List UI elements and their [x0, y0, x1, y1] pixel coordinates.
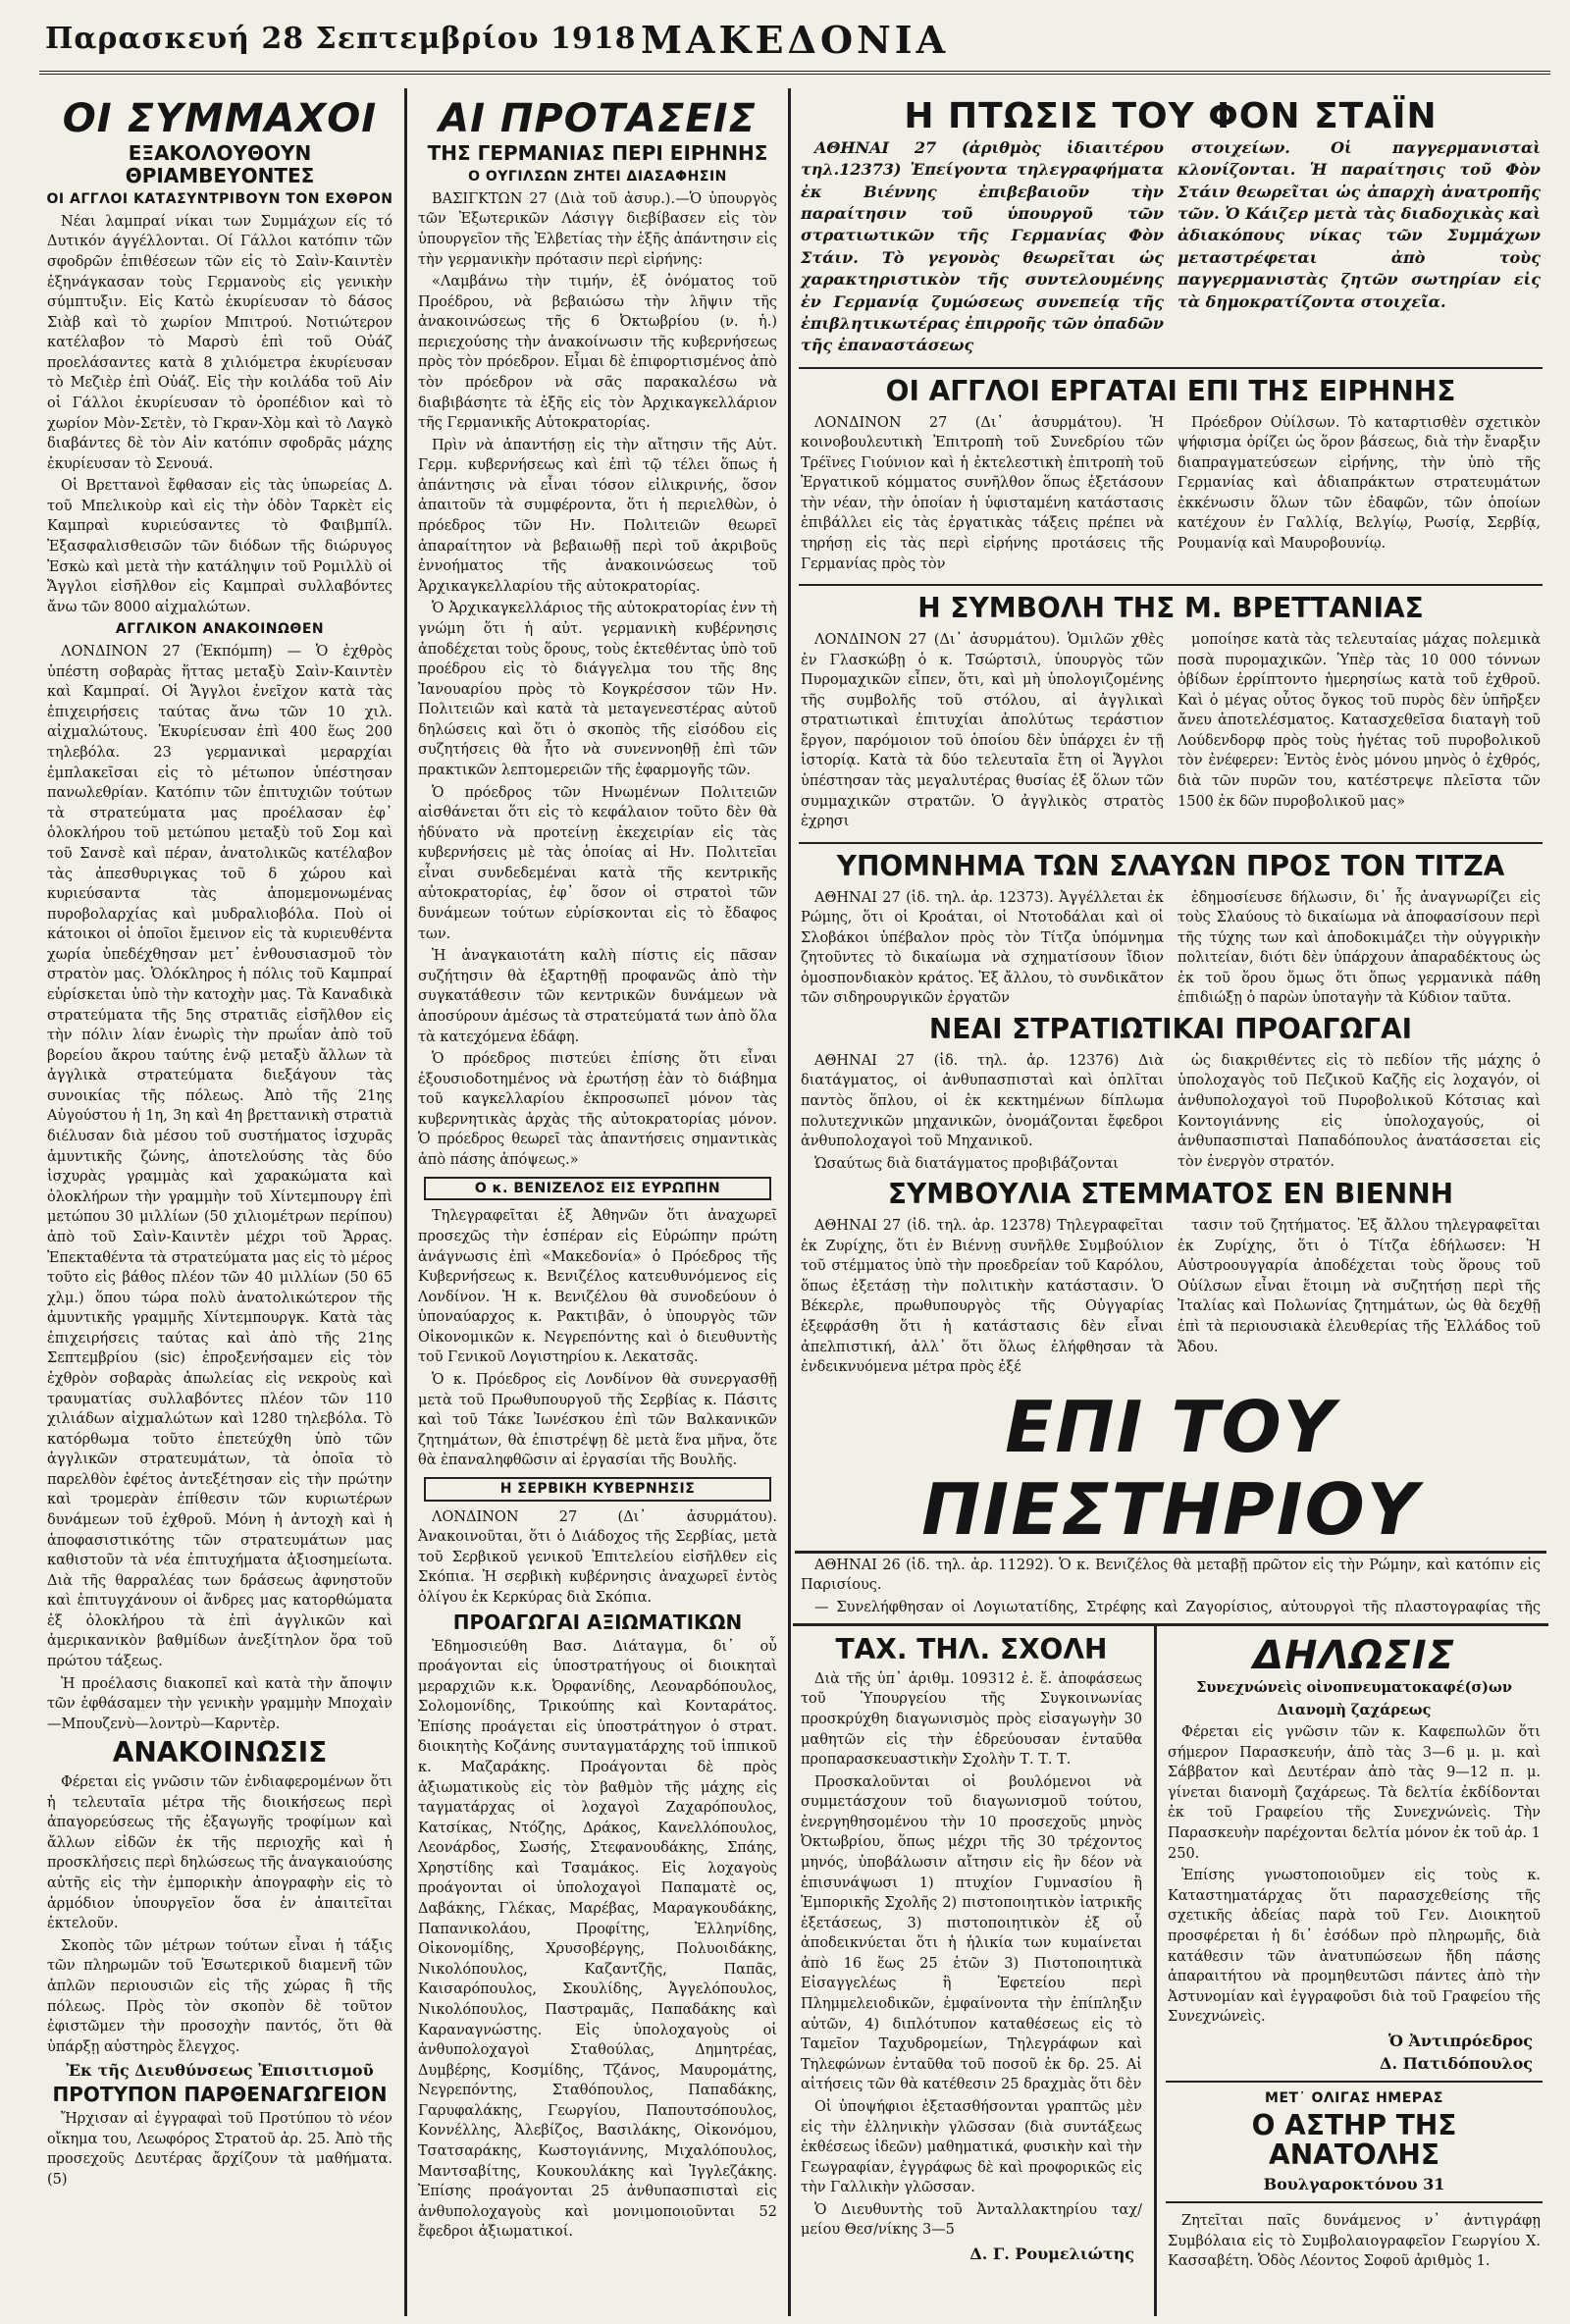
article-paragraph: Πρόεδρον Οὐίλσων. Τὸ καταρτισθὲν σχετικὸν ψήφισμα ὁρίζει ὡς ὅρον βάσεως, διὰ τὴν ἔναρξιν διαπραγματεύσεων εἰρήνης, τὴν ὑπὸ τῆς Γερμανίας καὶ ἀδιαπράκτων στρατευμάτων ἐκκένωσιν ὅλων τῶν ἐδαφῶν, τῶν ὁποίων κατέχουν ἐν Γαλλίᾳ, Βελγίῳ, Ρωσίᾳ, Σερβίᾳ, Ρουμανίᾳ καὶ Μαυροβουνίῳ.	[1178, 414, 1541, 552]
article-paragraph: ΑΘΗΝΑΙ 27 (ἰδ. τηλ. ἀρ. 12376) Διὰ διατάγματος, οἱ ἀνθυπασπισταὶ καὶ ὁπλῖται παντὸς ὅπλου, οἱ ἐκ κεκτημένων δίπλωμα πολυτεχνικῶν μηχανικῶν, ὀνομάζονται ἔφεδροι ἀνθυπολοχαγοὶ τοῦ Μηχανικοῦ.	[801, 1052, 1164, 1150]
headline-declaration: ΔΗΛΩΣΙΣ	[1253, 1633, 1455, 1678]
article-paragraph: ΛΟΝΔΙΝΟΝ 27 (Ἐκπόμπη) — Ὁ ἐχθρὸς ὑπέστη σοβαρὰς ἥττας μεταξὺ Σαὶν-Καιντὲν καὶ Καμπραί. Οἱ Ἄγγλοι ἐνεῖχον κατὰ τὰς ἐπιχειρήσεις ταύτας ἄνω τῶν 10 χιλ. αἰχμαλώτους. Ἐκυρίευσαν ἐπὶ 400 ἕως 200 τηλεβόλα. 23 γερμανικαὶ μεραρχίαι ἐμπλακεῖσαι εἰς τὸ μέτωπον ὑπέστησαν πανωλεθρίαν. Κατόπιν τῶν ἐπιτυχιῶν τούτων τὰ στρατεύματα μας προέλασαν ἐφ᾽ ὁλοκλήρου τοῦ μετώπου μεταξὺ τοῦ Σομ καὶ τοῦ Σανσὲ καὶ πέραν, ἀνατολικῶς κατέλαβον τὰς ἀπεσθυριγκας τοῦ δ χώρου καὶ κυριεύσαντα τὰς ἀπομεμονωμένας πυροβολαρχίας καὶ μυδραλιοβόλα. Ποὺ οἱ κάτοικοι οἱ ὁποῖοι ἔμεινον εἰς τὰ κυριευθέντα χωρία ὑπεδέχθησαν μετ᾽ ἐνθουσιασμοῦ τὸν στρατὸν μας. Ὁλόκληρος ἡ πόλις τοῦ Καμπραί εὑρίσκεται ὑπὸ τὴν κατοχὴν μας. Τὰ Καναδικὰ στρατεύματα τῆς 5ης στρατιᾶς εἰσῆλθον εἰς τὴν πόλιν λίαν ἐνωρὶς τὴν πρωΐαν ἀπὸ τοῦ βορείου ἄκρου ταύτης ἐνῷ μεταξὺ ἄλλων τὰ ἀγγλικὰ στρατεύματα διεξάγουν τὰς συνοικίας τῆς πόλεως. Ἀπὸ τῆς 21ης Αὐγούστου ἡ 1η, 3η καὶ 4η βρεττανικὴ στρατιὰ διέλυσαν διὰ μέσου τοῦ συστήματος ἰσχυρᾶς ἀμυντικῆς ζώνης, ἀποτελούσης τὰς δύο ἰσχυρὰς γραμμὰς καὶ χαρακώματα καὶ ὀλοκλήρων τὴν γραμμὴν τοῦ Χίντεμπουργ ἐπὶ μετώπου 30 μιλλίων (50 χιλιομέτρων περίπου) ἀπὸ τοῦ Σαὶν-Καιντὲν μέχρι τοῦ Ἄρρας. Ἐπεκταθέντα τὰ στρατεύματα μας εἰς τὸ μέρος τοῦτο εἰς βάθος πλέον τῶν 40 μιλλίων (50 65 χλμ.) ὅπου τώρα πολὺ ἀνατολικώτερον τῆς ἀμυντικῆς γραμμῆς Χίντεμπουργκ. Κατὰ τὰς ἐπιχειρήσεις ταύτας καὶ ἀπὸ τῆς 21ης Σεπτεμβρίου (sic) ἐπροξενήσαμεν εἰς τὸν ἐχθρὸν σοβαρὰς ἀπωλείας εἰς νεκροὺς καὶ τραυματίας συλλαβόντες πλέον τῶν 110 χιλιάδων αἰχμαλώτων καὶ 1280 τηλεβόλα. Τὸ κατόρθωμα τοῦτο ἐπετεύχθη ὑπὸ τῶν ἀγγλικῶν στρατευμάτων, τὰ ὁποῖα τὸ παρελθὸν ἐφέτος ἀντεξέτησαν εἰς τὴν πρώτην καὶ τρομερὰν ἐπίθεσιν τῶν κυριωτέρων δυνάμεων τοῦ ἐχθροῦ. Μόνη ἡ ἀντοχὴ καὶ ἡ ἀποφασιστικότης τῶν στρατευμάτων μας καθιστοῦν τὰ νέα ἐπιτυχήματα ἀξιοσημείωτα. Διὰ τῆς θαρραλέας των δράσεως ἀφνηστοῦν καὶ ἐπιτυγχάνουν οἱ ἄνδρες μας κατορθώματα ἐξ ὁλοκλήρου τὰ ἐπὶ ἀγγλικῶν καὶ ἀμερικανικὸν βαθμίδων ἀνεξίτηλον ὅρα τοῦ πρώτου τάξεως.	[47, 644, 392, 1670]
ad-number: 3—5	[921, 2222, 955, 2239]
article-paragraph: Οἱ ὑποψήφιοι ἐξετασθήσονται γραπτῶς μὲν εἰς τὴν ἑλληνικὴν γλῶσσαν (διὰ συντάξεως ἐκθέσεως ἰδεῶν) μαθηματικά, φυσικὴν καὶ τὴν Γεωγραφίαν, ἐγγράφως δὲ καὶ προφορικῶς εἰς τὴν Γαλλικὴν γλῶσσαν.	[801, 2098, 1142, 2196]
deck-proposals: Ο ΟΥΓΙΛΣΩΝ ΖΗΤΕΙ ΔΙΑΣΑΦΗΣΙΝ	[468, 169, 727, 185]
notice-union: Συνεχνώνεὶς οἰνοπνευματοκαφέ(σ)ων	[1196, 1679, 1512, 1696]
headline-slavs: ΥΠΟΜΝΗΜΑ ΤΩΝ ΣΛΑΥΩΝ ΠΡΟΣ ΤΟΝ ΤΙΤΖΑ	[836, 849, 1505, 882]
article-paragraph: Οἱ Βρεττανοὶ ἔφθασαν εἰς τὰς ὑπωρείας Δ. τοῦ Μπελικοὺρ καὶ εἰς τὴν ὁδὸν Ταρκὲτ εἰς Καμπραὶ κυριεύσαντες τὸ Φαιβμπίλ. Ἐξασφαλισθεισῶν τῶν διόδων τῆς διώρυγος Ἐσκὼ καὶ μετὰ τὴν κατάληψιν τοῦ Ρομιλλὺ οἱ Ἄγγλοι εἰσῆλθον εἰς Καμπραὶ συλλαβόντες ἄνω τῶν 8000 αἰχμαλώτων.	[47, 478, 392, 615]
divider	[799, 842, 1543, 844]
column-2	[412, 94, 783, 2314]
article-paragraph: ἐδημοσίευσε δήλωσιν, δι᾽ ἧς ἀναγνωρίζει εἰς τοὺς Σλαύους τὸ δικαίωμα νὰ ἀποφασίσουν περὶ τῆς τύχης των καὶ ἀποδοκιμάζει τὴν οὐγγρικὴν πολιτείαν, διότι δὲν ὑπάρχουν ἀπαραδέκτους ὡς ἐκ τοῦ ὅρου ὅμως ὅτι ὅπως γερμανικὰ πάθη ἐπιδιώξῃ ὁ παρὼν ὑποταγὴν τὰ Κύδιον ταῦτα.	[1178, 889, 1541, 1007]
divider	[799, 584, 1543, 586]
article-paragraph: Προσκαλοῦνται οἱ βουλόμενοι νὰ συμμετάσχουν τοῦ διαγωνισμοῦ τούτου, ἐνεργηθησομένου τὴν 10 προσεχοῦς μηνὸς Ὀκτωβρίου, ὅπως μέχρι τῆς 30 τρέχοντος μηνός, ὑποβάλωσιν αἴτησιν εἰς ἣν δέον νὰ ἐπισυνάψωσι 1) πτυχίον Γυμνασίου ἢ Ἐμπορικῆς Σχολῆς 2) πιστοποιητικὸν ἰατρικῆς ἐξετάσεως, 3) πιστοποιητικὸν ἐξ οὗ ἀποδεικνύεται ὅτι ἡ ἡλικία των κυμαίνεται ἀπὸ 16 ἕως 25 ἐτῶν 3) Πιστοποιητικὰ Εἰσαγγελέως ἢ Ἐφετείου περὶ Πλημμελειοδικῶν, ἐμφαίνοντα τὴν ἐπίπληξιν αὐτῶν, 4) διπλότυπον καταθέσεως εἰς τὸ Ταμεῖον Ταχυδρομείων, Τηλεγράφων καὶ Τηλεφώνων ἐνταῦθα τοῦ ποσοῦ ἐκ δρ. 25. Αἱ αἰτήσεις τῶν θὰ κατέθεσιν 25 δραχμὰς ὅτι δὲν	[801, 1773, 1142, 2093]
headline-crown-council: ΣΥΜΒΟΥΛΙΑ ΣΤΕΜΜΑΤΟΣ ΕΝ ΒΙΕΝΝΗ	[887, 1178, 1454, 1211]
article-paragraph: Ὁ Ἀρχικαγκελλάριος τῆς αὐτοκρατορίας ἐνν τὴ γνώμη ὅτι ἡ αὐτ. γερμανικὴ κυβέρνησις ἀποδέχεται τοὺς ὅρους, τοὺς ἐκτεθέντας ὑπὸ τοῦ προέδρου εἰς τὸ διάγγελμα του τῆς 8ης Ἰανουαρίου πρὸς τὸ Κογκρέσσον τῶν Ην. Πολιτειῶν καὶ κατὰ τὰ μεταγενεστέρας αὐτοῦ δηλώσεις καὶ ὅτι ὁ σκοπὸς τῆς εἰσόδου εἰς συζητήσεις θὰ ἦτο νὰ συνεννοηθῇ ἐπὶ τῶν πρακτικῶν λεπτομερειῶν τῆς ἐφαρμογῆς τῶν.	[418, 601, 777, 778]
masthead-date: Παρασκευή 28 Σεπτεμβρίου 1918	[45, 22, 637, 56]
deck-allies: ΟΙ ΑΓΓΛΟΙ ΚΑΤΑΣΥΝΤΡΙΒΟΥΝ ΤΟΝ ΕΧΘΡΟΝ	[46, 191, 393, 207]
school-text: Ἤρχισαν αἱ ἐγγραφαὶ τοῦ Προτύπου τὸ νέον οἴκημα του, Λεωφόρος Στρατοῦ ἀρ. 25. Ἀπὸ τῆς προσεχοῦς Δευτέρας ἄρχίζουν τὰ μαθήματα.	[47, 2111, 392, 2168]
column-rule	[404, 88, 407, 2316]
subheadline-proposals: ΤΗΣ ΓΕΡΜΑΝΙΑΣ ΠΕΡΙ ΕΙΡΗΝΗΣ	[427, 141, 768, 165]
ad-address: Βουλγαροκτόνου 31	[1263, 2175, 1445, 2194]
article-paragraph: Νέαι λαμπραί νίκαι των Συμμάχων είς τό Δυτικόν άγγέλλονται. Οί Γάλλοι κατόπιν τῶν σφοδρῶν ἐπιθέσεων τῶν εἰς τὸ Σαὶν-Καιντὲν ἐξηνάγκασαν τοὺς Γερμανοὺς εἰς γενικὴν σύμπτυξιν. Εἰς Κατὼ ἐκυρίευσαν τὸ δάσος Σιὰβ καὶ τὸ χωρίον Μπιτρού. Νοτιώτερον κατέλαβον τὸ Μαρσὺ ἐπὶ τοῦ Οὐάζ προελάσαντες κατὰ 8 χιλιόμετρα ἐκυρίευσαν τὸ Μεζιὲρ ἐπὶ Οὐάζ. Εἰς τὴν κοιλάδα τοῦ Αἰν οἱ Γάλλοι ἐκυρίευσαν τὸ ὀροπέδιον καὶ τὸ χωρίον Μὸν-Σετὲν, τὸ Γκραν-Χὸμ καὶ τὸ Λαγκὸ διαβάντες δὲ τὸν Αἰν κατόπιν σφοδρᾶς μάχης ἐκυρίευσαν τὸ Σενουά.	[47, 213, 392, 472]
column-rule	[788, 88, 791, 2316]
divider	[1166, 2081, 1543, 2083]
column-rule	[1154, 1625, 1157, 2316]
article-paragraph	[47, 2109, 392, 2190]
signature: Δ. Γ. Ρουμελιώτης	[969, 2244, 1134, 2263]
headline-school: ΠΡΟΤΥΠΟΝ ΠΑΡΘΕΝΑΓΩΓΕΙΟΝ	[52, 2083, 388, 2107]
article-paragraph: ΑΘΗΝΑΙ 27 (ἀριθμὸς ἰδιαιτέρου τηλ.12373) Ἐπείγοντα τηλεγραφήματα ἐκ Βιέννης ἐπιβεβαιοῦν τὴν παραίτησιν τοῦ ὑπουργοῦ τῶν στρατιωτικῶν τῆς Γερμανίας Φὸν Στάιν. Τὸ γεγονὸς θεωρεῖται ὡς χαρακτηριστικὸν τῆς συντελουμένης ἐν Γερμανίᾳ ζυμώσεως συνεπείᾳ τῆς ἐπιβλητικωτέρας ἐπιρροῆς τῶν ὀπαδῶν τῆς ἐπαναστάσεως	[801, 137, 1164, 355]
article-paragraph: μοποίησε κατὰ τὰς τελευταίας μάχας πολεμικὰ ποσὰ πυρομαχικῶν. Ὑπὲρ τὰς 10 000 τόννων ὀβίδων ἐρρίπτοντο ἡμερησίως κατὰ τοῦ ἐχθροῦ. Καὶ ὁ μέγας οὗτος ὄγκος τοῦ πυρὸς δὲν ὑπῆρξεν ἄνευ ἀποτελέσματος. Κατασχεθεῖσα διαταγὴ τοῦ Λούδενδορφ πρὸς τοὺς ἡγέτας τοῦ πυροβολικοῦ τὸν ἐνέφερεν: Ἐντὸς ἑνὸς μόνου μηνὸς ὁ ἐχθρός, διὰ τῶν πυρῶν του, κατέστρεψε πλεῖστα τῶν 1500 ἐκ δῶν πυροβολικοῦ μας»	[1178, 631, 1541, 810]
article-paragraph: Ὁ πρόεδρος τῶν Ηνωμένων Πολιτειῶν αἰσθάνεται ὅτι εἰς τὸ κεφάλαιον τοῦτο δὲν θὰ ἠδύνατο νὰ προτείνῃ ἐκεχειρίαν εἰς τὰς κυβερνήσεις μὲ τὰς ὁποίας αἱ Ην. Πολιτεῖαι εἶναι συνδεδεμέναι κατὰ τῆς κεντρικῆς αὐτοκρατορίας, ἐφ᾽ ὅσον οἱ στρατοὶ τῶν δυνάμεων τούτων εὑρίσκονται εἰς τὸ ἔδαφος των.	[418, 784, 777, 942]
article-paragraph: ΛΟΝΔΙΝΟΝ 27 (Δι᾽ ἀσυρμάτου). Ὁμιλῶν χθὲς ἐν Γλασκώβῃ ὁ κ. Τσώρτσιλ, ὑπουργὸς τῶν Πυρομαχικῶν εἶπεν, ὅτι, καὶ μὴ ὑπολογιζομένης τῆς συμβολῆς τοῦ στόλου, αἱ ἀγγλικαὶ στρατιωτικαὶ ἐπιτυχίαι ἀπολύτως τεράστιον ἔργον, παρόμοιον τοῦ ὁποίου δὲν ὑπάρχει ἐν τῇ ἱστορίᾳ. Κατὰ τὰ δύο τελευταῖα ἔτη οἱ Ἄγγλοι ὑπέστησαν τὰς μεγαλυτέρας θυσίας ἐξ ὅλων τῶν συμμαχικῶν στρατῶν. Ὁ ἀγγλικὸς στρατὸς ἐχρησι	[801, 631, 1164, 830]
article-paragraph: Ὁ πρόεδρος πιστεύει ἐπίσης ὅτι εἶναι ἐξουσιοδοτημένος νὰ ἐρωτήσῃ ἐὰν τὸ διάβημα τοῦ καγκελλαρίου ἐκπροσωπεῖ μόνον τὰς κυβερνητικὰς ἀρχὰς τῆς αὐτοκρατορίας μόνον. Ὁ πρόεδρος θεωρεῖ τὰς ἀπαντήσεις σημαντικὰς ἀπὸ πάσης ἀπόψεως.»	[418, 1051, 777, 1168]
headline-new-promotions: ΝΕΑΙ ΣΤΡΑΤΙΩΤΙΚΑΙ ΠΡΟΑΓΩΓΑΙ	[928, 1012, 1413, 1045]
headline-press: ΕΠΙ ΤΟΥ ΠΙΕΣΤΗΡΙΟΥ	[795, 1386, 1546, 1554]
article-paragraph: Ἡ προέλασις διακοπεῖ καὶ κατὰ τὴν ἄποψιν τῶν ἐφθάσαμεν τὴν γενικὴν γραμμὴν Μποχαὶν—Μπουζενὺ—λοντρὺ—Καρντὲρ.	[47, 1675, 392, 1732]
article-paragraph: ΛΟΝΔΙΝΟΝ 27 (Δι᾽ ἀσυρμάτου). Ἀνακοινοῦται, ὅτι ὁ Διάδοχος τῆς Σερβίας, μετὰ τοῦ Σερβικοῦ γενικοῦ Ἐπιτελείου εἰσῆλθεν εἰς Σκόπια. Ἡ σερβικὴ κυβέρνησις ἀναχωρεῖ ἐντὸς ὀλίγου ἐκ Κερκύρας διὰ Σκόπια.	[418, 1508, 777, 1606]
article-paragraph: Ὡσαύτως διὰ διατάγματος προβιβάζονται	[814, 1155, 1119, 1172]
masthead-title: ΜΑΚΕΔΟΝΙΑ	[640, 18, 950, 62]
headline-allies: ΟΙ ΣΥΜΜΑΧΟΙ	[62, 96, 378, 141]
article-paragraph: Ἐπίσης γνωστοποιοῦμεν εἰς τοὺς κ. Καταστηματάρχας ὅτι παρασχεθείσης τῆς σχετικῆς ἀδείας παρὰ τοῦ Γεν. Διοικητοῦ προσφέρεται ἡ δι᾽ ἐσόδων πρὸ πληρωμῆς, διὰ κατάθεσιν τῶν ἀνατυπώσεων ἤδη πάσης ἀπαραιτήτου νὰ προμηθευτῶσι πάντες ἀπὸ τὴν Ἀστυνομίαν καὶ ἐγγραφοῦσι διὰ τοῦ Γραφείου τῆς Συνεχνώνεὶς.	[1168, 1868, 1541, 2026]
headline-serbian-government: Η ΣΕΡΒΙΚΗ ΚΥΒΕΡΝΗΣΙΣ	[424, 1477, 771, 1502]
headline-announcement: ΑΝΑΚΟΙΝΩΣΙΣ	[112, 1736, 328, 1769]
article-paragraph: Ζητεῖται παῖς δυνάμενος ν᾽ ἀντιγράφῃ Συμβόλαια εἰς τὸ Συμβολαιογραφεῖον Γεωργίου Χ. Κασσαβέτη. Ὁδὸς Λέοντος Σοφοῦ ἀριθμὸς 1.	[1168, 2213, 1541, 2270]
headline-von-stein: Η ΠΤΩΣΙΣ ΤΟΥ ΦΟΝ ΣΤΑΪΝ	[904, 96, 1438, 136]
headline-workers: ΟΙ ΑΓΓΛΟΙ ΕΡΓΑΤΑΙ ΕΠΙ ΤΗΣ ΕΙΡΗΝΗΣ	[885, 374, 1456, 407]
article-paragraph: — Συνελήφθησαν οἱ Λογιωτατίδης, Στρέφης καὶ Ζαγορίσιος, αὐτουργοὶ τῆς πλαστογραφίας τῆς	[814, 1599, 1541, 1615]
article-paragraph: Πρὶν νὰ ἀπαντήσῃ εἰς τὴν αἴτησιν τῆς Αὐτ. Γερμ. κυβερνήσεως καὶ ἐπὶ τῷ τέλει ὅπως ἡ ἀπάντησις νὰ εἶναι τόσον εἰλικρινής, ὅσον ἀπαιτοῦν τὰ συμφέροντα, ὅτι ἡ περιελθὼν, ὁ πρόεδρος τῶν Ην. Πολιτειῶν θεωρεῖ ἀπαραίτητον νὰ βεβαιωθῇ περὶ τοῦ ἀκριβοῦς ἐννοήματος τῆς ἀνακοινώσεως τοῦ Ἀρχικαγκελλαρίου τῆς αὐτοκρατορίας.	[418, 437, 777, 595]
ad-teaser: ΜΕΤ᾽ ΟΛΙΓΑΣ ΗΜΕΡΑΣ	[1265, 2089, 1443, 2106]
article-paragraph: ΑΘΗΝΑΙ 26 (ἰδ. τηλ. ἀρ. 11292). Ὁ κ. Βενιζέλος θὰ μεταβῇ πρῶτον εἰς τὴν Ρώμην, καὶ κατόπιν εἰς Παρισίους.	[801, 1557, 1541, 1594]
divider	[1166, 2201, 1543, 2203]
column-1	[41, 94, 398, 2314]
declaration-notice	[1162, 1631, 1546, 2314]
article-paragraph: ΛΟΝΔΙΝΟΝ 27 (Δι᾽ ἀσυρμάτου). Ἡ κοινοβουλευτικὴ Ἐπιτροπὴ τοῦ Συνεδρίου τῶν Τρέϊνες Γιούνιον καὶ ἡ ἐκτελεστικὴ ἐπιτροπὴ τοῦ Ἐργατικοῦ κόμματος συνῆλθον ὅπως ἐξετάσουν τὴν νέαν, τὴν ὁποίαν ἡ ὑφισταμένη κατάστασις ἐπιβάλλει εἰς τὰς ἐργατικὰς τάξεις πρέπει νὰ τηρήσῃ εἰς τὰς περὶ εἰρήνης προτάσεις τῆς Γερμανίας πρὸς τὸν	[801, 414, 1164, 572]
article-paragraph: ΒΑΣΙΓΚΤΩΝ 27 (Διὰ τοῦ ἀσυρ.).—Ὁ ὑπουργὸς τῶν Ἐξωτερικῶν Λάσιγγ διεβίβασεν εἰς τὸν ὑπουργεῖον τῆς Ἐλβετίας τὴν ἑξῆς ἀπάντησιν εἰς τὴν γερμανικὴν πρότασιν περὶ εἰρήνης:	[418, 190, 777, 268]
article-paragraph: Σκοπὸς τῶν μέτρων τούτων εἶναι ἡ τάξις τῶν πληρωμῶν τοῦ Ἐσωτερικοῦ διαμενῆ τῶν ἀπλῶν περιουσιῶν εἰς τῆς χώρας ἢ τῆς πόλεως. Πρὸς τὸν σκοπὸν δὲ τοῦτον ἐφιστῶμεν τὴν προσοχὴν παντός, ὅτι θὰ ὑπάρξῃ αὐστηρὸς ἔλεγχος.	[47, 1937, 392, 2055]
article-paragraph: τασιν τοῦ ζητήματος. Ἐξ ἄλλου τηλεγραφεῖται ἐκ Ζυρίχης, ὅτι ὁ Τίτζα ἐδήλωσεν: Ἡ Αὐστροουγγαρία ἀποδέχεται τοὺς ὅρους τοῦ Οὐίλσων εἶναι ἕτοιμη νὰ συζητήσῃ περὶ τῆς Ἰταλίας καὶ Πολωνίας ζητημάτων, ὡς θὰ δεχθῇ ἐπὶ τὰ περιουσιακὰ ἐλευθερίας τῆς Ἑλλάδος τοῦ Ἄδου.	[1178, 1218, 1541, 1355]
subheadline-allies: ΕΞΑΚΟΛΟΥΘΟΥΝ ΘΡΙΑΜΒΕΥΟΝΤΕΣ	[125, 141, 315, 187]
article-paragraph: στοιχείων. Οἱ παγγερμανισταὶ κλονίζονται. Ἡ παραίτησις τοῦ Φὸν Στάιν θεωρεῖται ὡς ἀπαρχὴ ἀνατροπῆς τῶν. Ὁ Κάιζερ μετὰ τὰς διαδοχικὰς καὶ ἀδιακόπους νίκας τῶν Συμμάχων μεταστρέφεται ἀπὸ τοὺς παγγερμανιστὰς ζητῶν σωτηρίαν εἰς τὰ δημοκρατίζοντα στοιχεῖα.	[1178, 137, 1541, 311]
ad-number: (5)	[47, 2172, 68, 2188]
signature: Δ. Πατιδόπουλος	[1380, 2053, 1533, 2073]
headline-promotions: ΠΡΟΑΓΩΓΑΙ ΑΞΙΩΜΑΤΙΚΩΝ	[452, 1610, 743, 1634]
divider	[799, 367, 1543, 369]
article-paragraph: Διὰ τῆς ὑπ᾽ ἀριθμ. 109312 ἐ. ἔ. ἀποφάσεως τοῦ Ὑπουργείου τῆς Συγκοινωνίας προσκρύχθη διαγωνισμὸς πρὸς εἰσαγωγὴν 30 μαθητῶν εἰς τὴν ἐδρεύουσαν ἐνταῦθα προπαρασκευαστικὴν Σχολὴν Τ. Τ. Τ.	[801, 1670, 1142, 1769]
signature-role: Ὁ Ἀντιπρόεδρος	[1387, 2031, 1533, 2050]
article-paragraph: «Λαμβάνω τὴν τιμήν, ἐξ ὀνόματος τοῦ Προέδρου, νὰ βεβαιώσω τὴν λῆψιν τῆς ἀνακοινώσεως τῆς 6 Ὀκτωβρίου (ν. ἡ.) περιεχούσης τὴν ἀνακοίνωσιν τῆς κυβερνήσεως πρὸς τὸν πρόεδρον. Εἶμαι δὲ ἐπιφορτισμένος ἀπὸ τὸν πρόεδρον νὰ σᾶς παρακαλέσω νὰ διαβιβάσητε τὰ ἑξῆς εἰς τὸν Ἀρχικαγκελλάριον τῆς Γερμανικῆς Αὐτοκρατορίας.	[418, 274, 777, 432]
ad-star-of-the-east: Ο ΑΣΤΗΡ ΤΗΣ ΑΝΑΤΟΛΗΣ	[1251, 2108, 1457, 2172]
article-paragraph: Ἡ ἀναγκαιοτάτη καλὴ πίστις εἰς πᾶσαν συζήτησιν θὰ ἐξαρτηθῇ προφανῶς ἀπὸ τὴν συγκατάθεσιν τῶν κεντρικῶν δυνάμεων νὰ ἀποσύρουν ἀμέσως τὰ στρατεύματά των ἀπὸ ὅλα τὰ κατεχόμενα ἐδάφη.	[418, 948, 777, 1045]
headline-venizelos: Ο κ. ΒΕΝΙΖΕΛΟΣ ΕΙΣ ΕΥΡΩΠΗΝ	[424, 1177, 771, 1201]
right-spread	[795, 94, 1546, 1615]
section-rule	[793, 1623, 1548, 1626]
telegraph-school-notice	[795, 1631, 1148, 2314]
headline-proposals: ΑΙ ΠΡΟΤΑΣΕΙΣ	[439, 96, 757, 141]
article-paragraph: Φέρεται εἰς γνῶσιν τῶν κ. Καφεπωλῶν ὅτι σήμερον Παρασκευήν, ἀπὸ τὰς 3—6 μ. μ. καὶ Σάββατον καὶ Δευτέραν ἀπὸ τὰς 9—12 π. μ. γίνεται διανομὴ ζαχάρεως. Τὰ δελτία ἐκδίδονται ἐκ τοῦ Γραφείου τῆς Συνεχνώνεὶς. Τὴν Παρασκευὴν παρέχονται δελτία μόνον ἐκ τοῦ ἀρ. 1 250.	[1168, 1724, 1541, 1862]
article-paragraph: Ἐδημοσιεύθη Βασ. Διάταγμα, δι᾽ οὗ προάγονται εἰς ὑποστρατήγους οἱ διοικηταὶ μεραρχιῶν κ.κ. Ὀρφανίδης, Λεοναρδόπουλος, Σολομονίδης, Τρικούπης καὶ Κονταράτος. Ἐπίσης προάγεται εἰς ὑποστράτηγον ὁ στρατ. διοικητὴς Κοζάνης συνταγματάρχης τοῦ ἱππικοῦ κ. Μαζαράκης. Προάγονται δὲ πρὸς ἀξιωματικοὺς εἰς τὸν βαθμὸν τῆς μάχης εἰς ταγματάρχας οἱ λοχαγοὶ Ζαχαρόπουλος, Κατσίκας, Ντόζης, Δράκος, Κανελλόπουλος, Λεονάρδος, Σωσής, Στεφανουδάκης, Σπάης, Χρηστίδης καὶ Τσαμάκος. Εἰς λοχαγοὺς προάγονται οἱ ὑπολοχαγοὶ Παπαματὲ ος, Δαβάκης, Γλέκας, Μαρέβας, Μαραγκουδάκης, Παπανικολάου, Προφίτης, Ἐλληνίδης, Οἰκονομίδης, Χρυσοβέργης, Πολυοιδάκης, Νικολόπουλος, Καζαντζῆς, Παπᾶς, Καισαρόπουλος, Σκουλίδης, Ἀγγελόπουλος, Νικολόπουλος, Παστραμᾶς, Παπαδάκης καὶ Καραναγνώστης. Εἰς ὑπολοχαγοὺς οἱ ἀνθυπολοχαγοὶ Σταθούλας, Δημητρέας, Δυμβέρης, Κοσμίδης, Τζάνος, Μαυρομάτης, Νεγρεπόντης, Σταθόπουλος, Παπαδάκης, Γαρυφαλάκης, Γεωργίου, Παπουτσόπουλος, Κοννέλλης, Ἀλεβίζος, Βασιλάκης, Οἰκονόμου, Τσατσαράκης, Κωστογιάννης, Μιχαλόπουλος, Μαντσαβίτης, Κουκουλάκης καὶ Ἰγγλεζάκης. Ἐπίσης προάγονται 25 ἀνθυπασπισταὶ εἰς ἀνθυπολοχαγοὺς καὶ μονιμοποιοῦνται 52 ἔφεδροι ἀξιωματικοί.	[418, 1638, 777, 2241]
article-paragraph: ὡς διακριθέντες εἰς τὸ πεδίον τῆς μάχης ὁ ὑπολοχαγὸς τοῦ Πεζικοῦ Καζῆς εἰς λοχαγόν, οἱ ἀνθυπολοχαγοὶ τοῦ Πυροβολικοῦ Κότσιας καὶ Κοντογιάννης εἰς ὑπολοχαγούς, οἱ ἀνθυπασπισταὶ Παπαδόπουλος ἀνατάσσεται εἰς τὸν ἐνεργὸν στρατόν.	[1178, 1052, 1541, 1170]
article-paragraph: Τηλεγραφεῖται ἐξ Ἀθηνῶν ὅτι ἀναχωρεῖ προσεχῶς τὴν ἑσπέραν εἰς Εὐρώπην πρώτη ἀνάγνωσις ἐπὶ «Μακεδονία» ὁ Πρόεδρος τῆς Κυβερνήσεως κ. Βενιζέλος κατευθυνόμενος εἰς Λονδίνον. Ἡ κ. Βενιζέλου θὰ συνοδεύουν ὁ ὑποναύαρχος κ. Ρακτιβᾶν, ὁ ὑπουργὸς τῶν Οἰκονομικῶν κ. Νεγρεπόντης καὶ ὁ διευθυντὴς τοῦ Γενικοῦ Λογιστηρίου κ. Λεκατσᾶς.	[418, 1208, 777, 1366]
masthead	[39, 14, 1550, 75]
article-paragraph	[801, 2200, 1142, 2241]
headline-britain: Η ΣΥΜΒΟΛΗ ΤΗΣ Μ. ΒΡΕΤΤΑΝΙΑΣ	[917, 592, 1424, 625]
notice-signature-role: Ὁ Διευθυντὴς τοῦ Ἀνταλλακτηρίου ταχ/μείου Θεσ/νίκης	[801, 2201, 1142, 2239]
subheadline-communique: ΑΓΓΛΙΚΟΝ ΑΝΑΚΟΙΝΩΘΕΝ	[115, 621, 325, 638]
article-paragraph: ΑΘΗΝΑΙ 27 (ἰδ. τηλ. ἀρ. 12373). Ἀγγέλλεται ἐκ Ρώμης, ὅτι οἱ Κροάται, οἱ Ντοτοδάλαι καὶ οἱ Σλοβάκοι ὑπέβαλον πρὸς τὸν Τίτζα ὑπόμνημα ζητοῦντες τὸ δικαίωμα νὰ σχηματίσουν ἴδιον ὁμοσπονδιακὸν κράτος. Ἐξ ἄλλου, τὸ συνδικᾶτον τῶν σιδηρουργικῶν ἐργατῶν	[801, 889, 1164, 1007]
article-paragraph: Ὁ κ. Πρόεδρος εἰς Λονδίνον θὰ συνεργασθῇ μετὰ τοῦ Πρωθυπουργοῦ τῆς Σερβίας κ. Πάσιτς καὶ τοῦ Τάκε Ἰωνέσκου ἐπὶ τῶν Βαλκανικῶν ζητημάτων, θὰ ἐπιστρέψῃ δὲ μετὰ ἕνα μῆνα, ὅτε θὰ ἐπαναληφθῶσιν αἱ ἐργασίαι τῆς Βουλῆς.	[418, 1371, 777, 1469]
article-paragraph: Φέρεται εἰς γνῶσιν τῶν ἐνδιαφερομένων ὅτι ἡ τελευταῖα μέτρα τῆς διοικήσεως περὶ ἀπαγορεύσεως τῆς ἐξαγωγῆς τροφίμων καὶ ἄλλων εἰδῶν ἐκ τῆς περιοχῆς καὶ ἡ προσκλήσεις περὶ δηλώσεως τῆς ἀναγκαιούσης αὐτῆς εἰς τὴν ἐμπορικὴν ἀπογραφὴν εἰς τὸ ἀρμόδιον ὑπουργεῖον ὅσα ἐν ἀπαιτεῖται ἐκτελοῦν.	[47, 1774, 392, 1932]
notice-sugar: Διανομὴ ζαχάρεως	[1277, 1701, 1432, 1718]
headline-telegraph-school: ΤΑΧ. ΤΗΛ. ΣΧΟΛΗ	[835, 1633, 1108, 1665]
article-paragraph: ΑΘΗΝΑΙ 27 (ἰδ. τηλ. ἀρ. 12378) Τηλεγραφεῖται ἐκ Ζυρίχης, ὅτι ἐν Βιέννῃ συνῆλθε Συμβούλιον τοῦ στέμματος ὑπὸ τὴν προεδρείαν τοῦ Καρόλου, ὅπως ἐξετάσῃ τὴν πολιτικὴν κατάστασιν. Ὁ Βέκερλε, πρωθυπουργὸς τῆς Οὐγγαρίας ἐξεφράσθη ὅτι ἡ κατάστασις δὲν εἶναι ἀπελπιστική, ἀλλ᾽ ὅτι ὅλως ἐλήφθησαν τὰ ἐνδεικνυόμενα μέτρα πρὸς ἐξέ	[801, 1218, 1164, 1376]
signature: Ἐκ τῆς Διευθύνσεως Ἐπισιτισμοῦ	[66, 2061, 374, 2081]
